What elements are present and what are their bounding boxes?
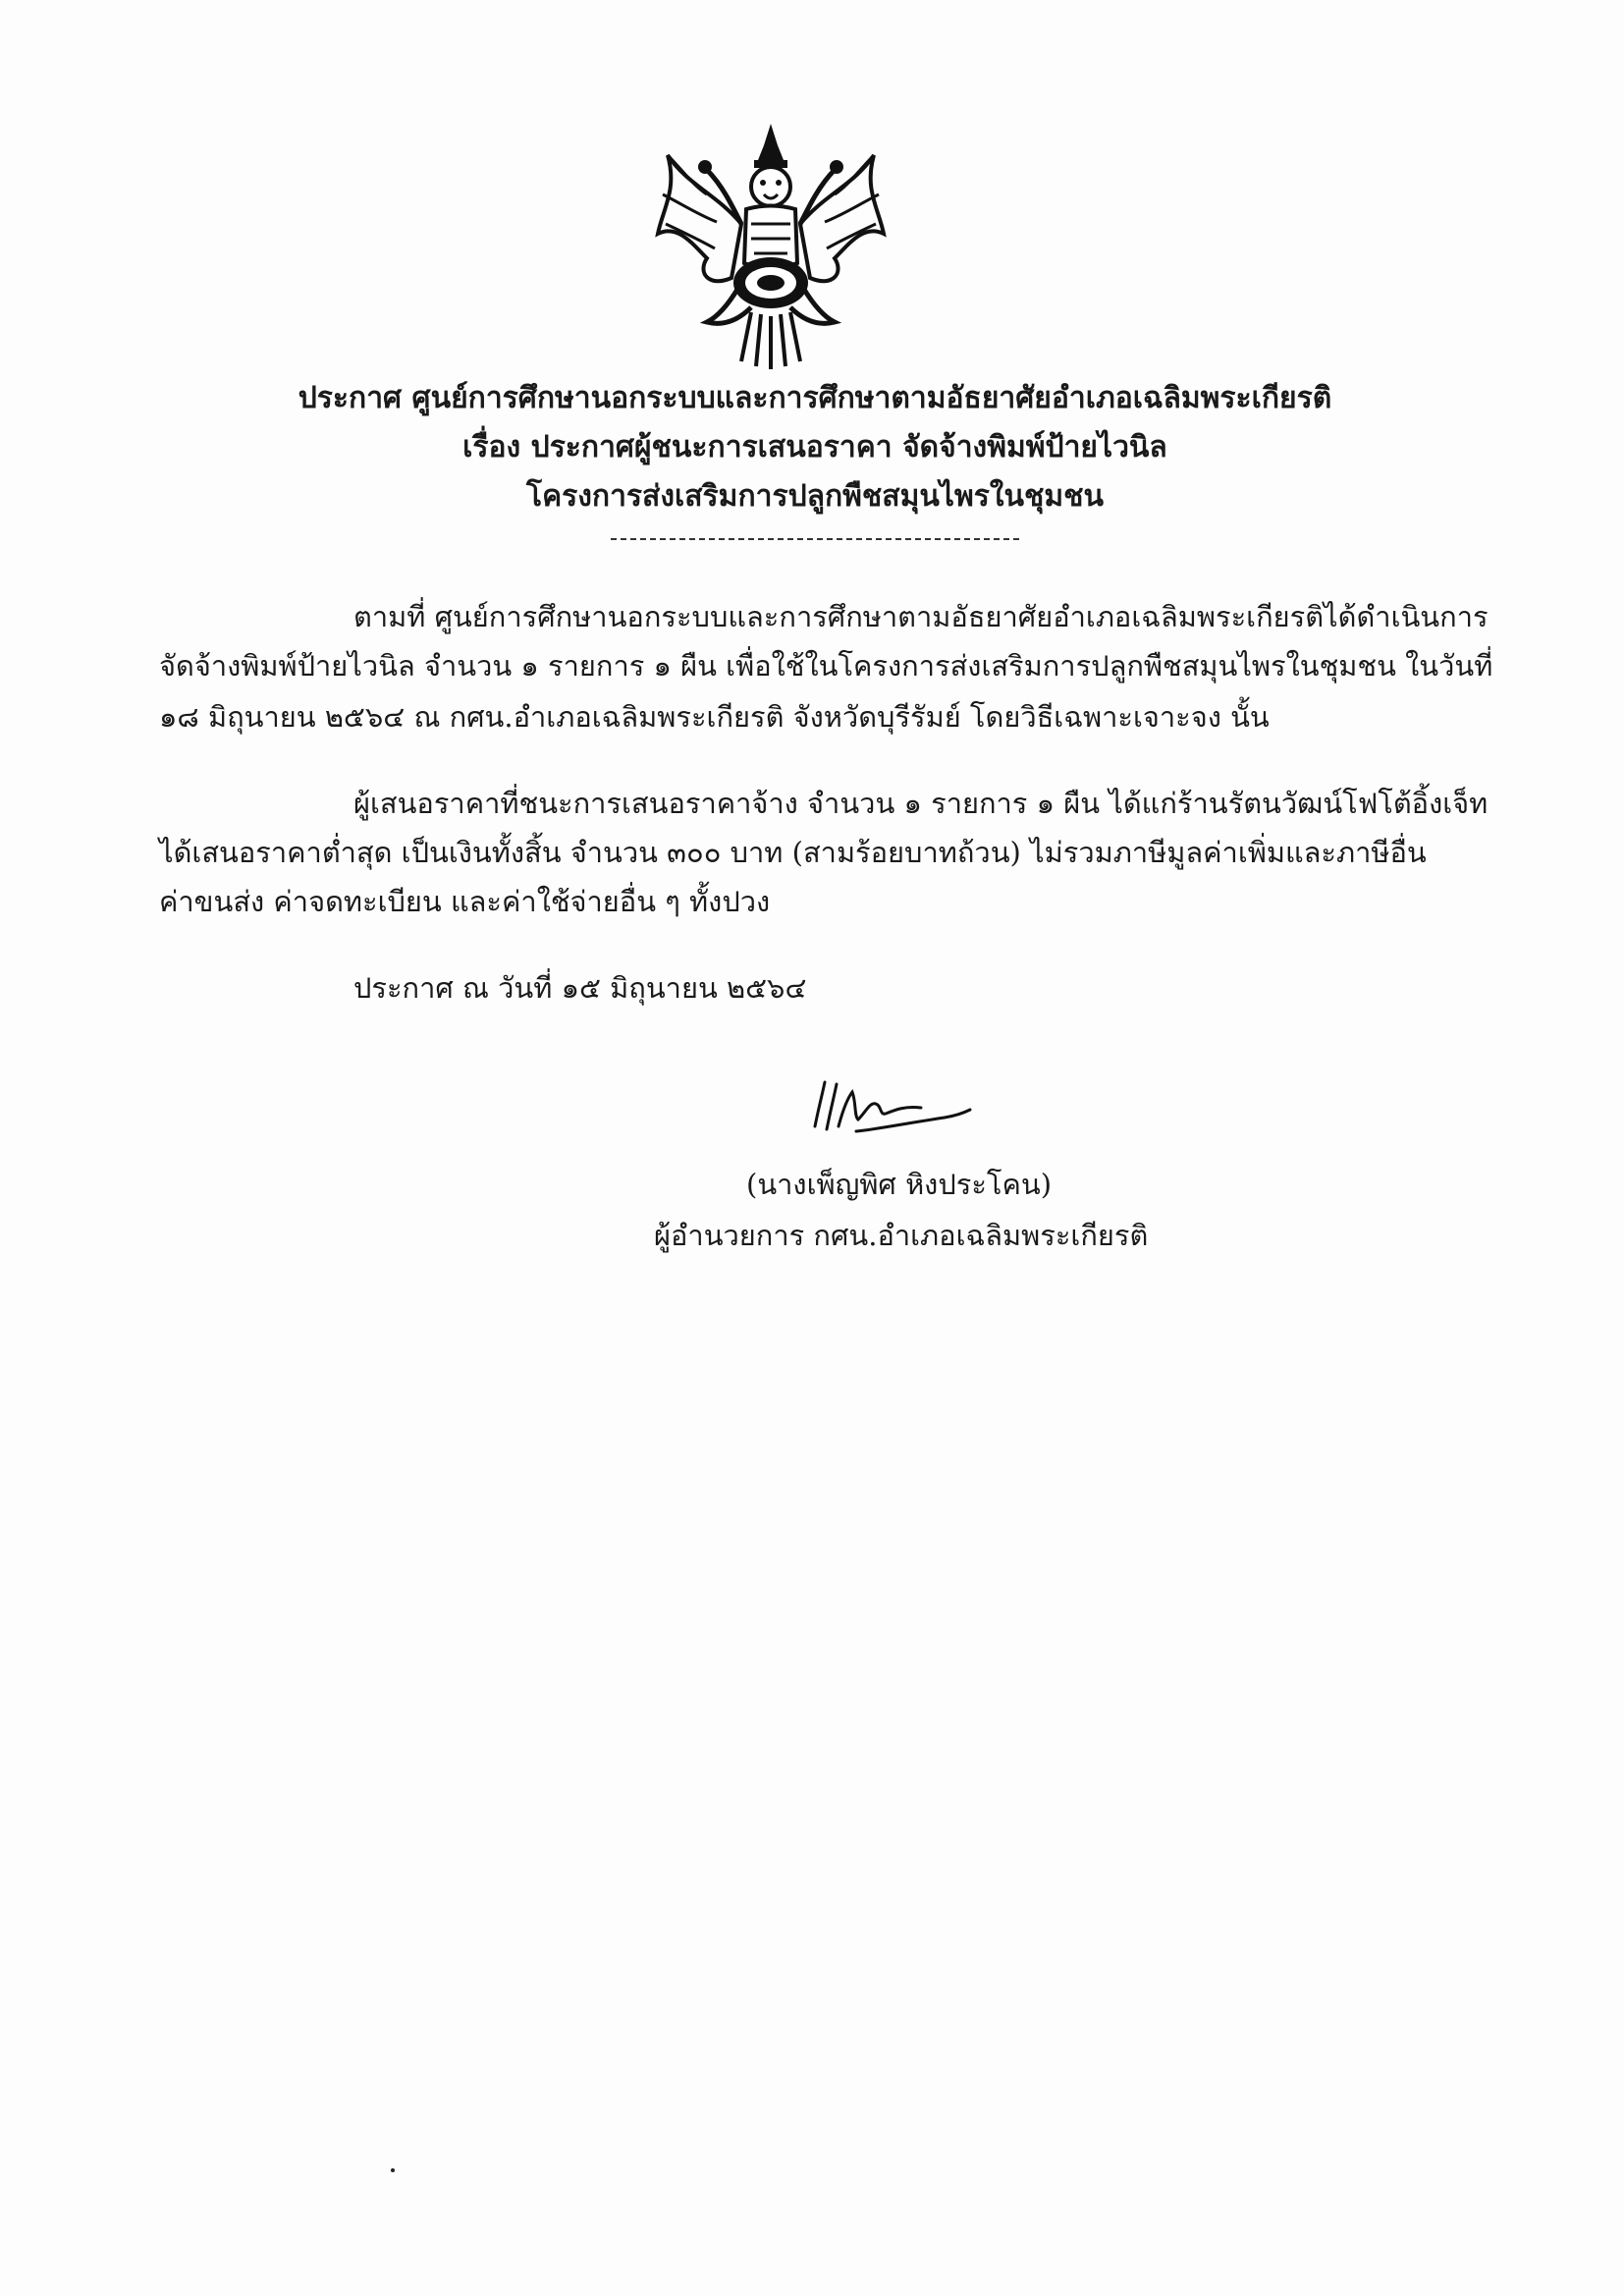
signer-name: (นางเพ็ญพิศ หิงประโคน) [746,1168,1053,1201]
handwritten-signature-icon [797,1072,974,1151]
garuda-emblem-icon [648,116,893,369]
project-title: โครงการส่งเสริมการปลูกพืชสมุนไพรในชุมชน [525,479,1105,514]
heading-divider [611,538,1019,540]
paragraph2-line2: ได้เสนอราคาต่ำสุด เป็นเงินทั้งสิ้น จำนวน ๓๐๐ บาท (สามร้อยบาทถ้วน) ไม่รวมภาษีมูลค่าเพิ่มและภาษีอื่น [159,836,1427,869]
paragraph1-line2: จัดจ้างพิมพ์ป้ายไวนิล จำนวน ๑ รายการ ๑ ผืน เพื่อใช้ในโครงการส่งเสริมการปลูกพืชสมุนไพรในชุมชน ในวันที่ [159,649,1493,683]
scan-speck [391,2168,395,2172]
paragraph1-line1: ตามที่ ศูนย์การศึกษานอกระบบและการศึกษาตามอัธยาศัยอำเภอเฉลิมพระเกียรติได้ดำเนินการ [353,600,1489,633]
paragraph2-line3: ค่าขนส่ง ค่าจดทะเบียน และค่าใช้จ่ายอื่น ๆ ทั้งปวง [159,885,771,918]
paragraph1-line3: ๑๘ มิถุนายน ๒๕๖๔ ณ กศน.อำเภอเฉลิมพระเกียรติ จังหวัดบุรีรัมย์ โดยวิธีเฉพาะเจาะจง นั้น [159,700,1270,734]
announcement-heading-line1: ประกาศ ศูนย์การศึกษานอกระบบและการศึกษาตามอัธยาศัยอำเภอเฉลิมพระเกียรติ [298,381,1332,415]
announcement-subject: เรื่อง ประกาศผู้ชนะการเสนอราคา จัดจ้างพิมพ์ป้ายไวนิล [462,430,1167,465]
signer-position: ผู้อำนวยการ กศน.อำเภอเฉลิมพระเกียรติ [654,1219,1149,1252]
announcement-date: ประกาศ ณ วันที่ ๑๕ มิถุนายน ๒๕๖๔ [353,971,807,1005]
paragraph2-line1: ผู้เสนอราคาที่ชนะการเสนอราคาจ้าง จำนวน ๑ รายการ ๑ ผืน ได้แก่ร้านรัตนวัฒน์โฟโต้อิ้งเจ็ท [353,787,1489,820]
